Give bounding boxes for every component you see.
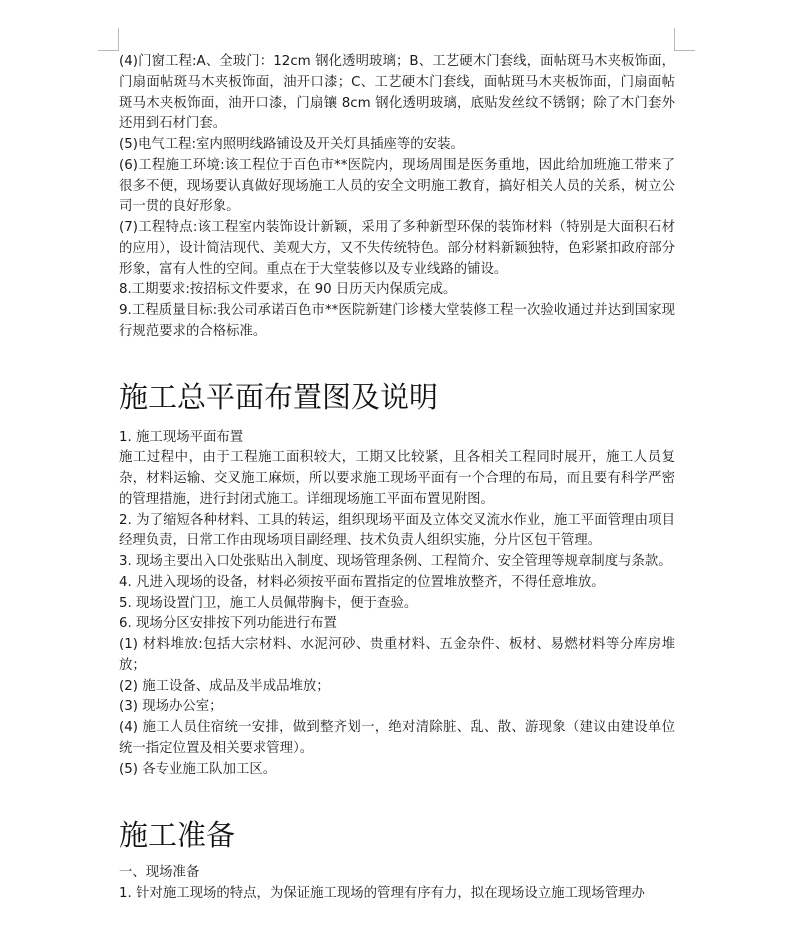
paragraph: (4)门窗工程:A、全玻门：12cm 钢化透明玻璃；B、工艺硬木门套线，面帖斑马木夹板饰面，门扇面帖斑马木夹板饰面，油开口漆；C、工艺硬木门套线，面帖斑马木夹板饰面，门扇面帖斑马木夹板饰面，油开口漆，门扇镶 8cm 钢化透明玻璃，底贴发丝纹不锈钢；除了木门套外还用到石材门套。 xyxy=(119,54,675,132)
paragraph: 1. 针对施工现场的特点，为保证施工现场的管理有序有力，拟在现场设立施工现场管理办 xyxy=(119,886,645,901)
paragraph: (7)工程特点:该工程室内装饰设计新颖，采用了多种新型环保的装饰材料（特别是大面积石材的应用），设计简洁现代、美观大方，又不失传统特色。部分材料新颖独特，色彩紧扣政府部分形象，富有人性的空间。重点在于大堂装修以及专业线路的铺设。 xyxy=(119,220,675,277)
document-page xyxy=(119,52,675,905)
paragraph: 6. 现场分区安排按下列功能进行布置 xyxy=(119,616,337,632)
paragraph: 9.工程质量目标:我公司承诺百色市**医院新建门诊楼大堂装修工程一次验收通过并达到国家现行规范要求的合格标准。 xyxy=(119,303,675,339)
section-heading-site-layout: 施工总平面布置图及说明 xyxy=(119,379,439,414)
paragraph: 5. 现场设置门卫，施工人员佩带胸卡，便于查验。 xyxy=(119,595,418,611)
paragraph: 2. 为了缩短各种材料、工具的转运，组织现场平面及立体交叉流水作业，施工平面管理由项目经理负责，日常工作由现场项目副经理、技术负责人组织实施，分片区包干管理。 xyxy=(119,512,675,549)
paragraph: (1) 材料堆放:包括大宗材料、水泥河砂、贵重材料、五金杂件、板材、易燃材料等分库房堆放； xyxy=(119,637,675,673)
paragraph: (5)电气工程:室内照明线路铺设及开关灯具插座等的安装。 xyxy=(119,137,464,152)
paragraph: 8.工期要求:按招标文件要求，在 90 日历天内保质完成。 xyxy=(119,282,457,298)
section-heading-preparation: 施工准备 xyxy=(119,818,236,853)
page-corner-mark-top-right xyxy=(674,28,695,51)
paragraph: (5) 各专业施工队加工区。 xyxy=(119,761,277,777)
paragraph: 3. 现场主要出入口处张贴出入制度、现场管理条例、工程简介、安全管理等规章制度与条款。 xyxy=(119,554,672,569)
paragraph: 施工过程中，由于工程施工面积较大，工期又比较紧，且各相关工程同时展开，施工人员复杂，材料运输、交叉施工麻烦，所以要求施工现场平面有一个合理的布局，而且要有科学严密的管理措施，进行封闭式施工。详细现场施工平面布置见附图。 xyxy=(119,450,675,507)
paragraph: (3) 现场办公室； xyxy=(119,699,223,715)
page-corner-mark-top-left xyxy=(98,28,119,51)
paragraph: (2) 施工设备、成品及半成品堆放； xyxy=(119,678,330,694)
paragraph: (6)工程施工环境:该工程位于百色市**医院内，现场周围是医务重地，因此给加班施工带来了很多不便，现场要认真做好现场施工人员的安全文明施工教育，搞好相关人员的关系，树立公司一贯的良好形象。 xyxy=(119,157,675,215)
paragraph: 一、现场准备 xyxy=(119,865,200,881)
paragraph: 4. 凡进入现场的设备，材料必须按平面布置指定的位置堆放整齐，不得任意堆放。 xyxy=(119,574,605,590)
paragraph: (4) 施工人员住宿统一安排，做到整齐划一，绝对清除脏、乱、散、游现象（建议由建设单位统一指定位置及相关要求管理）。 xyxy=(119,720,675,756)
paragraph: 1. 施工现场平面布置 xyxy=(119,429,244,445)
